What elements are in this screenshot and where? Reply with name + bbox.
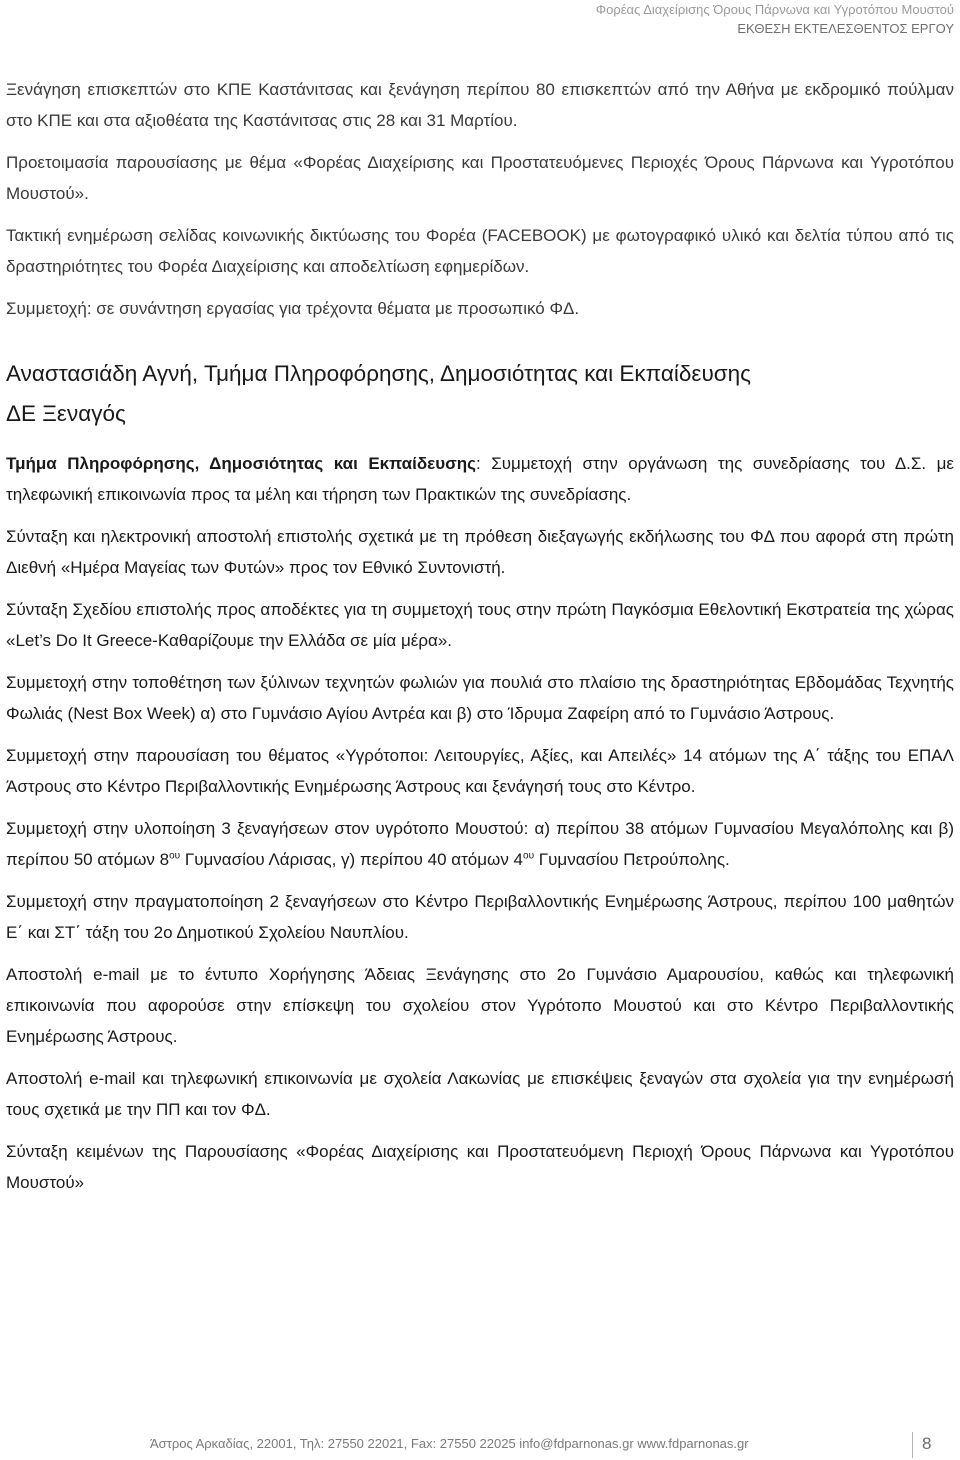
paragraph-plant-day-letter: Σύνταξη και ηλεκτρονική αποστολή επιστολής σχετικά με τη πρόθεση διεξαγωγής εκδήλωσης του ΦΔ που αφορά στη πρώτη Διεθνή «Ημέρα Μαγείας των Φυτών» προς τον Εθνικό Συντονιστή. xyxy=(6,527,954,577)
paragraph-department-lead xyxy=(6,448,954,510)
tours-text-part-3: Γυμνασίου Πετρούπολης. xyxy=(534,850,730,869)
department-name-bold: Τμήμα Πληροφόρησης, Δημοσιότητας και Εκπαίδευσης xyxy=(6,454,476,473)
paragraph-meeting: Συμμετοχή: σε συνάντηση εργασίας για τρέχοντα θέματα με προσωπικό ΦΔ. xyxy=(6,299,580,318)
paragraph-facebook-update: Τακτική ενημέρωση σελίδας κοινωνικής δικτύωσης του Φορέα (FACEBOOK) με φωτογραφικό υλικό και δελτία τύπου από τις δραστηριότητες του Φορέα Διαχείρισης και αποδελτίωση εφημερίδων. xyxy=(6,226,954,276)
header-organization: Φορέας Διαχείρισης Όρους Πάρνωνα και Υγροτόπου Μουστού xyxy=(595,2,954,17)
paragraph-lets-do-it: Σύνταξη Σχεδίου επιστολής προς αποδέκτες για τη συμμετοχή τους στην πρώτη Παγκόσμια Εθελοντική Εκστρατεία της χώρας «Let’s Do It Greece-Καθαρίζουμε την Ελλάδα σε μία μέρα». xyxy=(6,600,954,650)
tours-superscript-2: ου xyxy=(523,850,535,862)
section-title: Αναστασιάδη Αγνή, Τμήμα Πληροφόρησης, Δημοσιότητας και Εκπαίδευσης xyxy=(6,361,751,386)
footer-contact: Άστρος Αρκαδίας, 22001, Τηλ: 27550 22021, Fax: 27550 22025 info@fdparnonas.gr www.fdparnonas.gr xyxy=(150,1436,749,1451)
page-footer xyxy=(0,1432,960,1460)
header-report-title: ΕΚΘΕΣΗ ΕΚΤΕΛΕΣΘΕΝΤΟΣ ΕΡΓΟΥ xyxy=(737,21,954,36)
document-body xyxy=(6,74,954,1209)
paragraph-presentation-texts: Σύνταξη κειμένων της Παρουσίασης «Φορέας Διαχείρισης και Προστατευόμενη Περιοχή Όρους Πάρνωνα και Υγροτόπου Μουστού» xyxy=(6,1142,954,1192)
paragraph-presentation-prep: Προετοιμασία παρουσίασης με θέμα «Φορέας Διαχείρισης και Προστατευόμενες Περιοχές Όρους Πάρνωνα και Υγροτόπου Μουστού». xyxy=(6,153,954,203)
paragraph-wetlands-presentation: Συμμετοχή στην παρουσίαση του θέματος «Υγρότοποι: Λειτουργίες, Αξίες, και Απειλές» 14 ατόμων της Α΄ τάξης του ΕΠΑΛ Άστρους στο Κέντρο Περιβαλλοντικής Ενημέρωσης Άστρους και ξενάγησή τους στο Κέντρο. xyxy=(6,746,954,796)
section-subtitle: ΔΕ Ξεναγός xyxy=(6,401,126,426)
paragraph-lakonia-schools: Αποστολή e-mail και τηλεφωνική επικοινωνία με σχολεία Λακωνίας με επισκέψεις ξεναγών στα σχολεία για την ενημέρωσή τους σχετικά με την ΠΠ και τον ΦΔ. xyxy=(6,1069,954,1119)
paragraph-visit-kastanitsa: Ξενάγηση επισκεπτών στο ΚΠΕ Καστάνιτσας και ξενάγηση περίπου 80 επισκεπτών από την Αθήνα με εκδρομικό πούλμαν στο ΚΠΕ και στα αξιοθέατα της Καστάνιτσας στις 28 και 31 Μαρτίου. xyxy=(6,80,954,130)
paragraph-moustos-tours xyxy=(6,813,954,875)
page-header xyxy=(596,0,954,38)
tours-text-part-2: Γυμνασίου Λάρισας, γ) περίπου 40 ατόμων 4 xyxy=(180,850,524,869)
tours-superscript-1: ου xyxy=(169,850,181,862)
paragraph-amarousio-email: Αποστολή e-mail με το έντυπο Χορήγησης Άδειας Ξενάγησης στο 2ο Γυμνάσιο Αμαρουσίου, καθώς και τηλεφωνική επικοινωνία που αφορούσε στην επίσκεψη του σχολείου στον Υγρότοπο Μουστού και στο Κέντρο Περιβαλλοντικής Ενημέρωσης Άστρους. xyxy=(6,965,954,1046)
paragraph-astros-tours: Συμμετοχή στην πραγματοποίηση 2 ξεναγήσεων στο Κέντρο Περιβαλλοντικής Ενημέρωσης Άστρους, περίπου 100 μαθητών Ε΄ και ΣΤ΄ τάξη του 2ο Δημοτικού Σχολείου Ναυπλίου. xyxy=(6,892,954,942)
department-lead-text: : Συμμετοχή στην οργάνωση της συνεδρίασης του Δ.Σ. με τηλεφωνική επικοινωνία προς τα μέλη και τήρηση των Πρακτικών της συνεδρίασης. xyxy=(6,454,955,504)
footer-divider xyxy=(912,1432,913,1458)
page-number: 8 xyxy=(922,1434,932,1453)
tours-text-part-1: Συμμετοχή στην υλοποίηση 3 ξεναγήσεων στον υγρότοπο Μουστού: α) περίπου 38 ατόμων Γυμνασίου Μεγαλόπολης και β) περίπου 50 ατόμων 8 xyxy=(6,819,954,869)
paragraph-nest-box-week: Συμμετοχή στην τοποθέτηση των ξύλινων τεχνητών φωλιών για πουλιά στο πλαίσιο της δραστηριότητας Εβδομάδας Τεχνητής Φωλιάς (Nest Box Week) α) στο Γυμνάσιο Αγίου Αντρέα και β) στο Ίδρυμα Ζαφείρη από το Γυμνάσιο Άστρους. xyxy=(6,673,954,723)
